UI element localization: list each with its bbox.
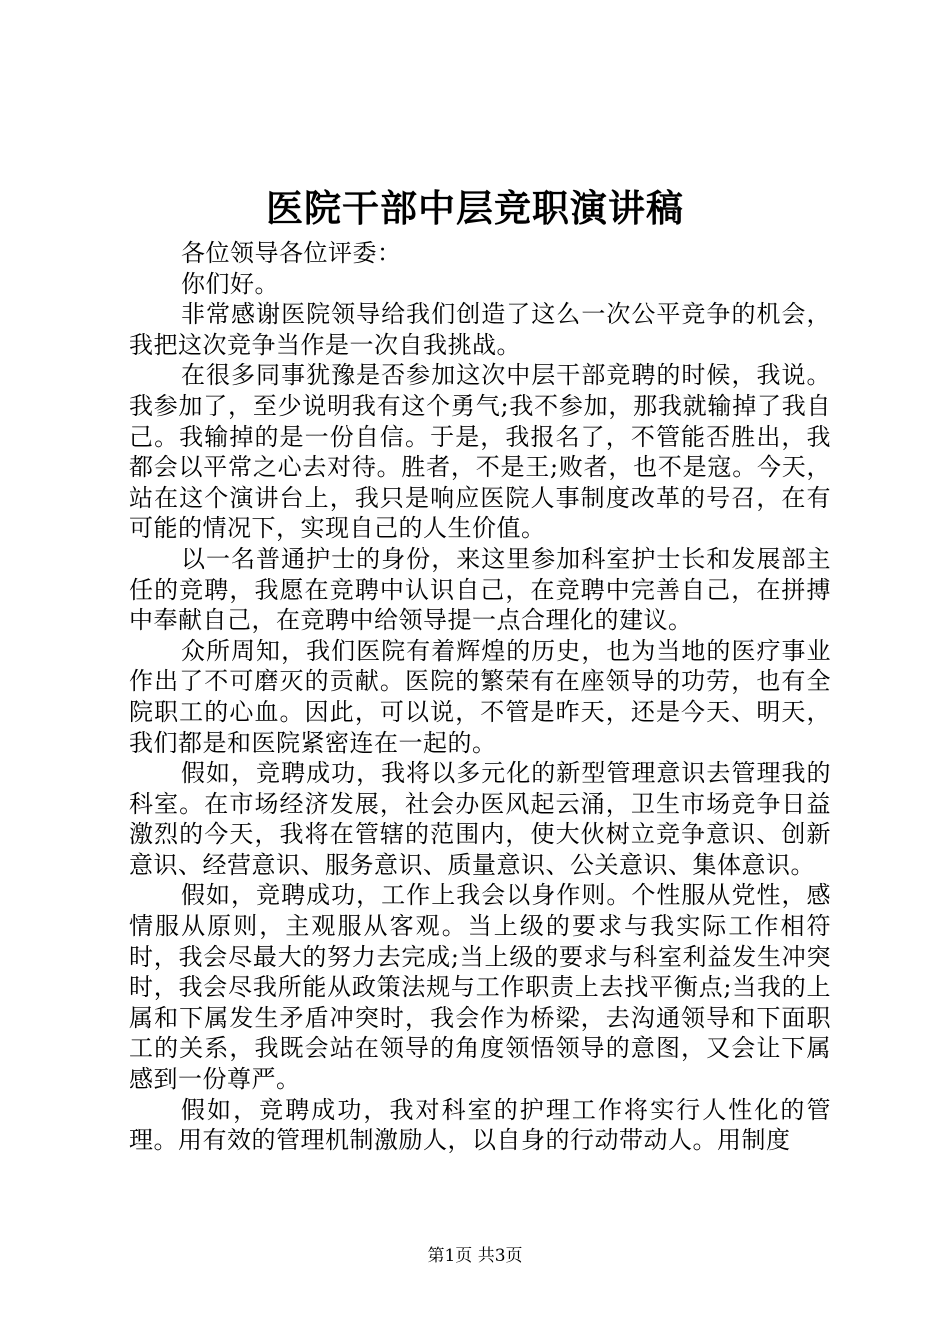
document-body — [129, 238, 831, 1156]
paragraph: 假如，竞聘成功，我对科室的护理工作将实行人性化的管理。用有效的管理机制激励人，以自身的行动带动人。用制度 — [129, 1095, 831, 1155]
paragraph-greeting: 你们好。 — [181, 269, 279, 298]
paragraph: 假如，竞聘成功，我将以多元化的新型管理意识去管理我的科室。在市场经济发展，社会办医风起云涌，卫生市场竞争日益激烈的今天，我将在管辖的范围内，使大伙树立竞争意识、创新意识、经营意识、服务意识、质量意识、公关意识、集体意识。 — [129, 759, 831, 879]
paragraph: 假如，竞聘成功，工作上我会以身作则。个性服从党性，感情服从原则，主观服从客观。当上级的要求与我实际工作相符时，我会尽最大的努力去完成;当上级的要求与科室利益发生冲突时，我会尽我所能从政策法规与工作职责上去找平衡点;当我的上属和下属发生矛盾冲突时，我会作为桥梁，去沟通领导和下面职工的关系，我既会站在领导的角度领悟领导的意图，又会让下属感到一份尊严。 — [129, 881, 831, 1094]
paragraph-salutation: 各位领导各位评委： — [181, 239, 402, 267]
paragraph: 在很多同事犹豫是否参加这次中层干部竞聘的时候，我说。我参加了，至少说明我有这个勇气;我不参加，那我就输掉了我自己。我输掉的是一份自信。于是，我报名了，不管能否胜出，我都会以平常之心去对待。胜者，不是王;败者，也不是寇。今天，站在这个演讲台上，我只是响应医院人事制度改革的号召，在有可能的情况下，实现自己的人生价值。 — [129, 361, 831, 543]
page-number-footer: 第1页 共3页 — [427, 1246, 523, 1266]
document-title: 医院干部中层竞职演讲稿 — [266, 186, 684, 230]
paragraph: 以一名普通护士的身份，来这里参加科室护士长和发展部主任的竞聘，我愿在竞聘中认识自己，在竞聘中完善自己，在拼搏中奉献自己，在竞聘中给领导提一点合理化的建议。 — [129, 544, 831, 635]
paragraph: 众所周知，我们医院有着辉煌的历史，也为当地的医疗事业作出了不可磨灭的贡献。医院的繁荣有在座领导的功劳，也有全院职工的心血。因此，可以说，不管是昨天，还是今天、明天，我们都是和医院紧密连在一起的。 — [129, 636, 831, 757]
paragraph: 非常感谢医院领导给我们创造了这么一次公平竞争的机会，我把这次竞争当作是一次自我挑战。 — [129, 300, 831, 359]
